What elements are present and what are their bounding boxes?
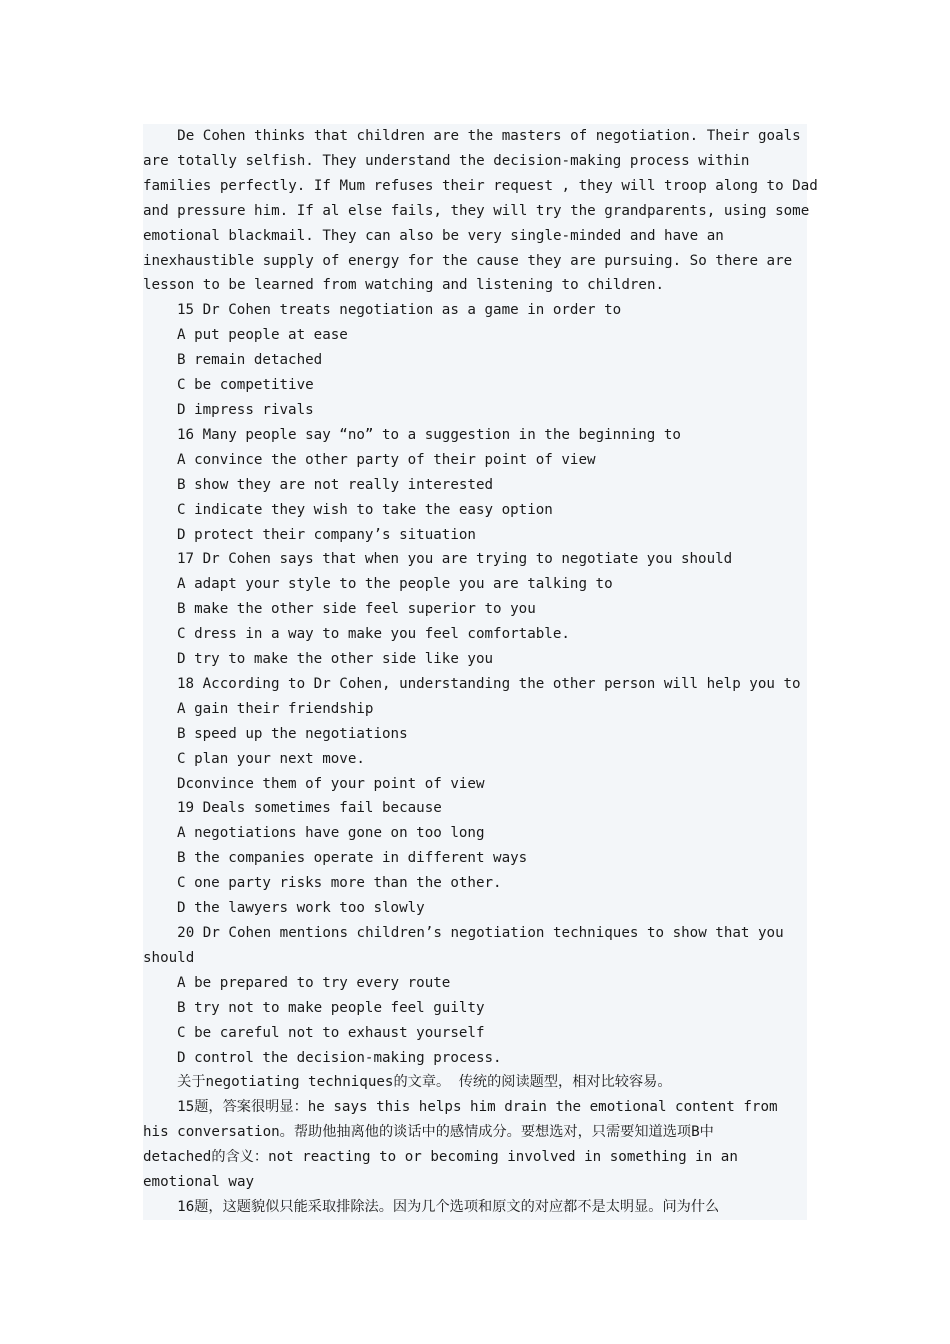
analysis-line: 16题，这题貌似只能采取排除法。因为几个选项和原文的对应都不是太明显。问为什么 xyxy=(143,1198,720,1215)
answer-option: D impress rivals xyxy=(177,401,314,418)
answer-option: D the lawyers work too slowly xyxy=(177,900,425,917)
answer-option: C dress in a way to make you feel comfortable. xyxy=(177,626,570,643)
answer-option: B the companies operate in different ways xyxy=(177,850,528,867)
answer-option: C be careful not to exhaust yourself xyxy=(177,1024,485,1041)
answer-option: A convince the other party of their point of view xyxy=(177,451,596,468)
answer-option: B make the other side feel superior to you xyxy=(177,601,536,618)
question-stem: 18 According to Dr Cohen, understanding the other person will help you to xyxy=(177,675,801,692)
analysis-line: emotional way xyxy=(143,1174,255,1191)
answer-option: C be competitive xyxy=(177,377,314,394)
passage-line: are totally selfish. They understand the decision-making process within xyxy=(143,152,750,169)
analysis-line: his conversation。帮助他抽离他的谈话中的感情成分。要想选对，只需要知道选项B中 xyxy=(143,1124,714,1141)
answer-option: B show they are not really interested xyxy=(177,476,494,493)
answer-option: C indicate they wish to take the easy option xyxy=(177,501,553,518)
answer-option: A gain their friendship xyxy=(177,700,374,717)
passage-line: families perfectly. If Mum refuses their request , they will troop along to Dad xyxy=(143,177,818,194)
passage-paragraph xyxy=(143,124,818,298)
document-body xyxy=(143,124,818,1220)
question-stem: should xyxy=(143,949,195,966)
question-stem: 17 Dr Cohen says that when you are trying to negotiate you should xyxy=(177,551,733,568)
answer-option: B remain detached xyxy=(177,352,323,369)
answer-option: D control the decision-making process. xyxy=(177,1049,502,1066)
answer-option: C plan your next move. xyxy=(177,750,365,767)
answer-option: B try not to make people feel guilty xyxy=(177,999,485,1016)
passage-line: De Cohen thinks that children are the masters of negotiation. Their goals xyxy=(143,128,801,144)
question-stem: 16 Many people say “no” to a suggestion in the beginning to xyxy=(177,426,681,443)
question-18 xyxy=(143,672,807,797)
question-15 xyxy=(143,298,807,423)
analysis-section xyxy=(143,1070,807,1219)
answer-option: A be prepared to try every route xyxy=(177,974,451,991)
passage-line: emotional blackmail. They can also be very single-minded and have an xyxy=(143,227,724,244)
answer-option: Dconvince them of your point of view xyxy=(177,775,485,792)
question-17 xyxy=(143,547,807,672)
question-20 xyxy=(143,921,807,1070)
question-stem: 15 Dr Cohen treats negotiation as a game in order to xyxy=(177,302,622,319)
question-16 xyxy=(143,423,807,548)
answer-option: D try to make the other side like you xyxy=(177,651,494,668)
answer-option: A put people at ease xyxy=(177,327,348,344)
analysis-line: detached的含义：not reacting to or becoming involved in something in an xyxy=(143,1149,738,1166)
analysis-intro: 关于negotiating techniques的文章。 传统的阅读题型，相对比较容易。 xyxy=(143,1074,672,1091)
answer-option: C one party risks more than the other. xyxy=(177,875,502,892)
question-19 xyxy=(143,796,807,921)
answer-option: B speed up the negotiations xyxy=(177,725,408,742)
answer-option: A adapt your style to the people you are talking to xyxy=(177,576,613,593)
passage-line: lesson to be learned from watching and listening to children. xyxy=(143,277,665,294)
question-stem: 20 Dr Cohen mentions children’s negotiation techniques to show that you xyxy=(143,925,784,941)
answer-option: D protect their company’s situation xyxy=(177,526,476,543)
question-stem: 19 Deals sometimes fail because xyxy=(177,800,442,817)
passage-line: inexhaustible supply of energy for the cause they are pursuing. So there are xyxy=(143,252,793,269)
answer-option: A negotiations have gone on too long xyxy=(177,825,485,842)
passage-line: and pressure him. If al else fails, they will try the grandparents, using some xyxy=(143,202,810,219)
analysis-line: 15题，答案很明显：he says this helps him drain the emotional content from xyxy=(143,1099,778,1116)
